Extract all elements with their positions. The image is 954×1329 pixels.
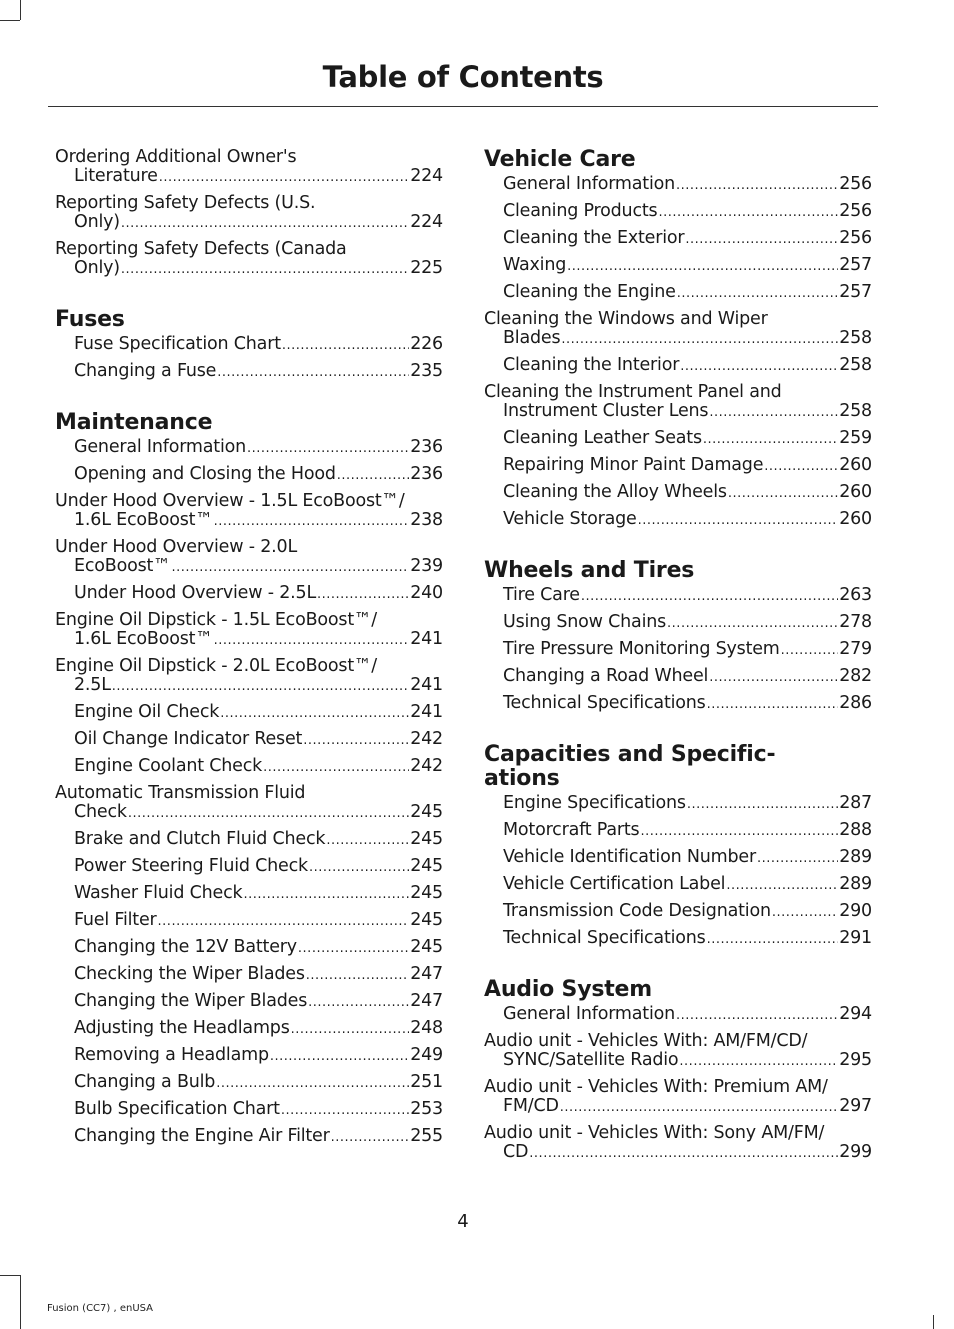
toc-entry-text: Adjusting the Headlamps: [74, 1018, 290, 1038]
dot-leader: [282, 335, 409, 355]
section-heading-text: Wheels and Tires: [484, 558, 695, 583]
dot-leader: [217, 362, 409, 382]
toc-page-number: 249: [410, 1045, 443, 1065]
toc-entry-engine-oil-dipstick-2-0l-ecoboost-2-5l[interactable]: [55, 657, 443, 696]
section-gap: [484, 956, 872, 978]
toc-page-number: 260: [839, 509, 872, 529]
toc-entry-text: Engine Specifications: [503, 793, 686, 813]
dot-leader: [709, 402, 838, 422]
toc-entry-using-snow-chains[interactable]: [484, 613, 872, 633]
dot-leader: [560, 1097, 838, 1117]
toc-entry-text: 1.6L EcoBoost™: [74, 510, 213, 530]
toc-page-number: 240: [410, 583, 443, 603]
toc-page-number: 255: [410, 1126, 443, 1146]
section-heading-text: ations: [484, 766, 560, 791]
dot-leader: [640, 821, 838, 841]
toc-entry-text: Audio unit - Vehicles With: AM/FM/CD/: [484, 1031, 808, 1051]
toc-entry-technical-specifications[interactable]: [484, 694, 872, 714]
dot-leader: [158, 911, 410, 931]
toc-entry-text: Engine Oil Check: [74, 702, 220, 722]
crop-mark: [20, 0, 21, 20]
toc-page-number: 241: [410, 675, 443, 695]
toc-entry-general-information[interactable]: [484, 175, 872, 195]
dot-leader: [561, 329, 838, 349]
toc-entry-text: Cleaning Products: [503, 201, 658, 221]
toc-entry-text: Cleaning the Interior: [503, 355, 680, 375]
toc-page-number: 226: [410, 334, 443, 354]
toc-entry-removing-a-headlamp[interactable]: [55, 1046, 443, 1066]
toc-entry-text: Technical Specifications: [503, 693, 706, 713]
toc-entry-audio-unit-vehicles-with-premium-am-fm-cd[interactable]: [484, 1078, 872, 1117]
toc-entry-text: Only): [74, 212, 120, 232]
toc-entry-text: FM/CD: [503, 1096, 559, 1116]
toc-page-number: 278: [839, 612, 872, 632]
toc-entry-ordering-additional-owner-s-literature[interactable]: [55, 148, 443, 187]
toc-page-number: 286: [839, 693, 872, 713]
toc-page-number: 241: [410, 702, 443, 722]
toc-entry-text: Audio unit - Vehicles With: Sony AM/FM/: [484, 1123, 825, 1143]
crop-mark: [0, 20, 20, 21]
toc-entry-text: Changing a Fuse: [74, 361, 217, 381]
toc-entry-text: Tire Pressure Monitoring System: [503, 639, 780, 659]
toc-entry-text: Blades: [503, 328, 561, 348]
dot-leader: [772, 902, 838, 922]
toc-entry-text: Engine Oil Dipstick - 1.5L EcoBoost™/: [55, 610, 378, 630]
toc-entry-general-information[interactable]: [484, 1005, 872, 1025]
dot-leader: [781, 640, 839, 660]
toc-entry-engine-coolant-check[interactable]: [55, 757, 443, 777]
toc-entry-general-information[interactable]: [55, 438, 443, 458]
toc-page-number: 247: [410, 991, 443, 1011]
toc-entry-cleaning-the-instrument-panel-and-instrument-cluster-lens[interactable]: [484, 383, 872, 422]
toc-page-number: 257: [839, 255, 872, 275]
toc-page-number: 263: [839, 585, 872, 605]
dot-leader: [171, 557, 409, 577]
toc-page-number: 239: [410, 556, 443, 576]
toc-entry-text: Only): [74, 258, 120, 278]
toc-page-number: 245: [410, 802, 443, 822]
toc-page-number: 297: [839, 1096, 872, 1116]
toc-page-number: 289: [839, 874, 872, 894]
toc-entry-under-hood-overview-2-0l-ecoboost[interactable]: [55, 538, 443, 577]
dot-leader: [764, 456, 838, 476]
dot-leader: [677, 283, 838, 303]
toc-entry-text: Changing the Engine Air Filter: [74, 1126, 330, 1146]
toc-entry-changing-a-fuse[interactable]: [55, 362, 443, 382]
toc-entry-text: Audio unit - Vehicles With: Premium AM/: [484, 1077, 828, 1097]
toc-entry-text: Automatic Transmission Fluid: [55, 783, 306, 803]
toc-entry-text: Engine Coolant Check: [74, 756, 263, 776]
toc-entry-text: Cleaning the Engine: [503, 282, 676, 302]
toc-page-number: 295: [839, 1050, 872, 1070]
section-gap: [484, 721, 872, 743]
toc-entry-opening-and-closing-the-hood[interactable]: [55, 465, 443, 485]
dot-leader: [757, 848, 838, 868]
toc-entry-text: Oil Change Indicator Reset: [74, 729, 303, 749]
toc-page-number: 256: [839, 228, 872, 248]
toc-entry-text: Brake and Clutch Fluid Check: [74, 829, 326, 849]
toc-page-number: 238: [410, 510, 443, 530]
dot-leader: [687, 794, 838, 814]
dot-leader: [658, 202, 838, 222]
toc-entry-text: Reporting Safety Defects (Canada: [55, 239, 347, 259]
toc-entry-text: Cleaning the Exterior: [503, 228, 685, 248]
toc-page-number: 248: [410, 1018, 443, 1038]
toc-entry-bulb-specification-chart[interactable]: [55, 1100, 443, 1120]
section-heading-text: Capacities and Specific-: [484, 742, 776, 767]
toc-page-number: 251: [410, 1072, 443, 1092]
toc-entry-text: Literature: [74, 166, 158, 186]
toc-entry-text: Instrument Cluster Lens: [503, 401, 709, 421]
dot-leader: [121, 259, 409, 279]
dot-leader: [676, 175, 838, 195]
toc-entry-waxing[interactable]: [484, 256, 872, 276]
toc-entry-cleaning-the-alloy-wheels[interactable]: [484, 483, 872, 503]
toc-entry-vehicle-certification-label[interactable]: [484, 875, 872, 895]
toc-left-column: [55, 148, 443, 1154]
toc-page-number: 259: [839, 428, 872, 448]
toc-entry-cleaning-leather-seats[interactable]: [484, 429, 872, 449]
dot-leader: [726, 875, 838, 895]
dot-leader: [703, 429, 838, 449]
crop-mark: [933, 1315, 934, 1329]
dot-leader: [298, 938, 409, 958]
toc-page-number: 245: [410, 856, 443, 876]
toc-entry-engine-specifications[interactable]: [484, 794, 872, 814]
toc-entry-text: Vehicle Certification Label: [503, 874, 726, 894]
toc-entry-automatic-transmission-fluid-check[interactable]: [55, 784, 443, 823]
toc-entry-changing-the-engine-air-filter[interactable]: [55, 1127, 443, 1147]
section-heading-text: Fuses: [55, 307, 125, 332]
section-heading-wheels-and-tires: [484, 559, 872, 583]
toc-entry-text: Repairing Minor Paint Damage: [503, 455, 764, 475]
section-gap: [484, 537, 872, 559]
toc-page-number: 242: [410, 729, 443, 749]
toc-page-number: 256: [839, 174, 872, 194]
toc-page-number: 245: [410, 910, 443, 930]
toc-entry-audio-unit-vehicles-with-am-fm-cd-sync-satellite-radio[interactable]: [484, 1032, 872, 1071]
toc-page-number: 282: [839, 666, 872, 686]
toc-entry-text: Vehicle Identification Number: [503, 847, 756, 867]
toc-page-number: 260: [839, 455, 872, 475]
toc-entry-text: Under Hood Overview - 1.5L EcoBoost™/: [55, 491, 405, 511]
dot-leader: [216, 1073, 409, 1093]
toc-entry-text: Motorcraft Parts: [503, 820, 640, 840]
toc-entry-text: Cleaning the Instrument Panel and: [484, 382, 782, 402]
toc-page-number: 241: [410, 629, 443, 649]
toc-entry-text: Fuel Filter: [74, 910, 157, 930]
toc-entry-text: Transmission Code Designation: [503, 901, 771, 921]
dot-leader: [638, 510, 839, 530]
toc-page-number: 258: [839, 328, 872, 348]
section-heading-text: Audio System: [484, 977, 652, 1002]
toc-entry-text: Changing a Bulb: [74, 1072, 216, 1092]
toc-page-number: 290: [839, 901, 872, 921]
page-number: 4: [457, 1211, 469, 1232]
toc-entry-washer-fluid-check[interactable]: [55, 884, 443, 904]
toc-entry-under-hood-overview-1-5l-ecoboost-1-6l-ecoboost[interactable]: [55, 492, 443, 531]
toc-entry-changing-a-bulb[interactable]: [55, 1073, 443, 1093]
toc-entry-brake-and-clutch-fluid-check[interactable]: [55, 830, 443, 850]
toc-page-number: 289: [839, 847, 872, 867]
dot-leader: [128, 803, 409, 823]
toc-entry-text: Check: [74, 802, 127, 822]
dot-leader: [667, 613, 838, 633]
toc-entry-technical-specifications[interactable]: [484, 929, 872, 949]
toc-page-number: 253: [410, 1099, 443, 1119]
toc-entry-text: Ordering Additional Owner's: [55, 147, 297, 167]
dot-leader: [581, 586, 838, 606]
toc-entry-text: Bulb Specification Chart: [74, 1099, 280, 1119]
toc-page-number: 245: [410, 883, 443, 903]
dot-leader: [567, 256, 838, 276]
toc-entry-text: Cleaning the Alloy Wheels: [503, 482, 727, 502]
crop-mark: [20, 1275, 21, 1329]
toc-entry-text: Tire Care: [503, 585, 580, 605]
dot-leader: [308, 992, 409, 1012]
section-heading-text: Maintenance: [55, 410, 213, 435]
page-title: Table of Contents: [322, 60, 604, 94]
toc-entry-reporting-safety-defects-canada-only[interactable]: [55, 240, 443, 279]
toc-entry-power-steering-fluid-check[interactable]: [55, 857, 443, 877]
toc-right-column: [484, 148, 872, 1170]
toc-entry-text: Changing a Road Wheel: [503, 666, 709, 686]
section-heading-fuses: [55, 308, 443, 332]
toc-entry-cleaning-the-engine[interactable]: [484, 283, 872, 303]
dot-leader: [331, 1127, 410, 1147]
toc-entry-vehicle-identification-number[interactable]: [484, 848, 872, 868]
toc-page-number: 224: [410, 166, 443, 186]
toc-entry-text: Engine Oil Dipstick - 2.0L EcoBoost™/: [55, 656, 378, 676]
dot-leader: [676, 1005, 838, 1025]
toc-entry-motorcraft-parts[interactable]: [484, 821, 872, 841]
toc-page-number: 279: [839, 639, 872, 659]
toc-entry-text: Power Steering Fluid Check: [74, 856, 308, 876]
toc-page-number: 294: [839, 1004, 872, 1024]
toc-page-number: 225: [410, 258, 443, 278]
toc-page-number: 256: [839, 201, 872, 221]
toc-page-number: 258: [839, 355, 872, 375]
dot-leader: [263, 757, 409, 777]
toc-page-number: 260: [839, 482, 872, 502]
toc-entry-text: Waxing: [503, 255, 567, 275]
toc-page-number: 245: [410, 937, 443, 957]
toc-entry-text: General Information: [503, 1004, 676, 1024]
crop-mark: [0, 1275, 20, 1276]
toc-page-number: 245: [410, 829, 443, 849]
dot-leader: [707, 694, 839, 714]
toc-entry-oil-change-indicator-reset[interactable]: [55, 730, 443, 750]
toc-entry-tire-pressure-monitoring-system[interactable]: [484, 640, 872, 660]
dot-leader: [220, 703, 409, 723]
dot-leader: [270, 1046, 409, 1066]
section-heading-vehicle-care: [484, 148, 872, 172]
dot-leader: [214, 630, 410, 650]
toc-entry-adjusting-the-headlamps[interactable]: [55, 1019, 443, 1039]
toc-page-number: 236: [410, 437, 443, 457]
toc-entry-changing-the-wiper-blades[interactable]: [55, 992, 443, 1012]
toc-entry-cleaning-the-interior[interactable]: [484, 356, 872, 376]
toc-entry-tire-care[interactable]: [484, 586, 872, 606]
toc-page-number: 224: [410, 212, 443, 232]
section-gap: [55, 286, 443, 308]
toc-entry-text: Under Hood Overview - 2.5L: [74, 583, 316, 603]
toc-entry-text: Fuse Specification Chart: [74, 334, 281, 354]
toc-entry-text: 2.5L: [74, 675, 111, 695]
toc-entry-cleaning-the-exterior[interactable]: [484, 229, 872, 249]
toc-entry-text: Technical Specifications: [503, 928, 706, 948]
toc-entry-reporting-safety-defects-u-s-only[interactable]: [55, 194, 443, 233]
dot-leader: [306, 965, 409, 985]
dot-leader: [337, 465, 409, 485]
dot-leader: [303, 730, 409, 750]
dot-leader: [709, 667, 838, 687]
toc-entry-text: Under Hood Overview - 2.0L: [55, 537, 297, 557]
toc-entry-text: Changing the 12V Battery: [74, 937, 297, 957]
toc-page-number: 288: [839, 820, 872, 840]
toc-entry-checking-the-wiper-blades[interactable]: [55, 965, 443, 985]
toc-entry-text: Washer Fluid Check: [74, 883, 243, 903]
toc-page-number: 242: [410, 756, 443, 776]
toc-entry-transmission-code-designation[interactable]: [484, 902, 872, 922]
toc-entry-text: Removing a Headlamp: [74, 1045, 269, 1065]
toc-entry-text: General Information: [74, 437, 247, 457]
toc-entry-fuel-filter[interactable]: [55, 911, 443, 931]
toc-page-number: 291: [839, 928, 872, 948]
section-heading-capacities-and-specific-ations: [484, 743, 872, 791]
dot-leader: [680, 356, 838, 376]
toc-page-number: 258: [839, 401, 872, 421]
section-gap: [55, 389, 443, 411]
toc-page-number: 257: [839, 282, 872, 302]
toc-entry-fuse-specification-chart[interactable]: [55, 335, 443, 355]
toc-entry-text: 1.6L EcoBoost™: [74, 629, 213, 649]
toc-entry-cleaning-products[interactable]: [484, 202, 872, 222]
toc-entry-text: Changing the Wiper Blades: [74, 991, 308, 1011]
dot-leader: [291, 1019, 410, 1039]
toc-entry-text: Cleaning the Windows and Wiper: [484, 309, 768, 329]
toc-entry-text: Vehicle Storage: [503, 509, 637, 529]
toc-entry-text: Cleaning Leather Seats: [503, 428, 702, 448]
toc-page-number: 247: [410, 964, 443, 984]
toc-entry-text: General Information: [503, 174, 676, 194]
toc-entry-text: Reporting Safety Defects (U.S.: [55, 193, 316, 213]
dot-leader: [309, 857, 409, 877]
toc-entry-text: Checking the Wiper Blades: [74, 964, 305, 984]
toc-page-number: 236: [410, 464, 443, 484]
toc-entry-vehicle-storage[interactable]: [484, 510, 872, 530]
dot-leader: [317, 584, 409, 604]
toc-entry-text: CD: [503, 1142, 529, 1162]
dot-leader: [529, 1143, 838, 1163]
dot-leader: [685, 229, 838, 249]
toc-entry-changing-the-12v-battery[interactable]: [55, 938, 443, 958]
toc-entry-changing-a-road-wheel[interactable]: [484, 667, 872, 687]
toc-page-number: 235: [410, 361, 443, 381]
dot-leader: [243, 884, 409, 904]
dot-leader: [728, 483, 838, 503]
dot-leader: [159, 167, 409, 187]
toc-entry-repairing-minor-paint-damage[interactable]: [484, 456, 872, 476]
dot-leader: [707, 929, 839, 949]
toc-page-number: 299: [839, 1142, 872, 1162]
toc-entry-under-hood-overview-2-5l[interactable]: [55, 584, 443, 604]
dot-leader: [247, 438, 409, 458]
toc-entry-text: Using Snow Chains: [503, 612, 667, 632]
toc-page-number: 287: [839, 793, 872, 813]
section-heading-audio-system: [484, 978, 872, 1002]
toc-entry-engine-oil-check[interactable]: [55, 703, 443, 723]
section-heading-text: Vehicle Care: [484, 147, 636, 172]
toc-entry-cleaning-the-windows-and-wiper-blades[interactable]: [484, 310, 872, 349]
dot-leader: [214, 511, 410, 531]
title-divider: [48, 106, 878, 107]
dot-leader: [112, 676, 409, 696]
footer-text: Fusion (CC7) , enUSA: [47, 1303, 154, 1314]
toc-entry-audio-unit-vehicles-with-sony-am-fm-cd[interactable]: [484, 1124, 872, 1163]
toc-entry-engine-oil-dipstick-1-5l-ecoboost-1-6l-ecoboost[interactable]: [55, 611, 443, 650]
dot-leader: [281, 1100, 409, 1120]
toc-entry-text: Opening and Closing the Hood: [74, 464, 336, 484]
dot-leader: [121, 213, 409, 233]
toc-entry-text: EcoBoost™: [74, 556, 171, 576]
section-heading-maintenance: [55, 411, 443, 435]
toc-entry-text: SYNC/Satellite Radio: [503, 1050, 679, 1070]
dot-leader: [679, 1051, 838, 1071]
dot-leader: [326, 830, 409, 850]
